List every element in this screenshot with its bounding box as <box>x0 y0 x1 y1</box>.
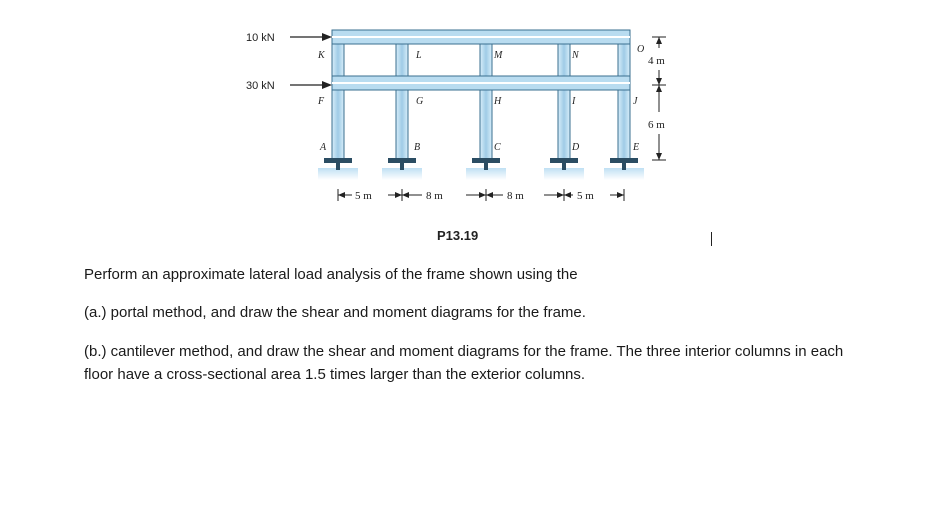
arrow-head-top <box>322 33 332 41</box>
joint-label-f: F <box>318 96 325 107</box>
column-d <box>558 30 570 160</box>
joint-label-a: A <box>320 142 327 153</box>
joint-label-l: L <box>416 50 422 61</box>
frame-figure <box>0 0 928 260</box>
joint-label-c: C <box>494 142 501 153</box>
joint-label-d: D <box>572 142 580 153</box>
base-plate-d <box>550 158 578 163</box>
joint-label-o: O <box>637 44 645 55</box>
height-label-upper: 4 m <box>648 55 665 67</box>
joint-label-j: J <box>633 96 638 107</box>
load-label-middle: 30 kN <box>246 80 275 92</box>
joint-label-k: K <box>318 50 325 61</box>
joint-label-m: M <box>494 50 503 61</box>
problem-number: P13.19 <box>437 228 479 243</box>
column-e <box>618 30 630 160</box>
bay-label-2: 8 m <box>426 190 443 202</box>
base-plate-e <box>610 158 638 163</box>
bay-label-3: 8 m <box>507 190 524 202</box>
base-plate-c <box>472 158 500 163</box>
joint-label-b: B <box>414 142 421 153</box>
problem-part-b: (b.) cantilever method, and draw the shear and moment diagrams for the frame. The three interior columns in each floor have a cross-sectional area 1.5 times larger than the exterior columns. <box>84 343 844 383</box>
problem-part-a: (a.) portal method, and draw the shear and moment diagrams for the frame. <box>84 304 586 321</box>
height-label-lower: 6 m <box>648 119 665 131</box>
joint-label-h: H <box>494 96 502 107</box>
column-b <box>396 30 408 160</box>
text-cursor <box>711 232 712 246</box>
joint-label-n: N <box>572 50 579 61</box>
load-label-top: 10 kN <box>246 32 275 44</box>
bay-label-4: 5 m <box>577 190 594 202</box>
load-arrows <box>246 32 332 92</box>
problem-intro: Perform an approximate lateral load analysis of the frame shown using the <box>84 266 578 283</box>
bay-label-1: 5 m <box>355 190 372 202</box>
joint-label-e: E <box>633 142 640 153</box>
supports <box>318 168 644 180</box>
column-c <box>480 30 492 160</box>
joint-label-i: I <box>572 96 576 107</box>
columns <box>332 30 630 160</box>
base-plate-b <box>388 158 416 163</box>
arrow-head-middle <box>322 81 332 89</box>
column-a <box>332 30 344 160</box>
base-plate-a <box>324 158 352 163</box>
joint-label-g: G <box>416 96 424 107</box>
